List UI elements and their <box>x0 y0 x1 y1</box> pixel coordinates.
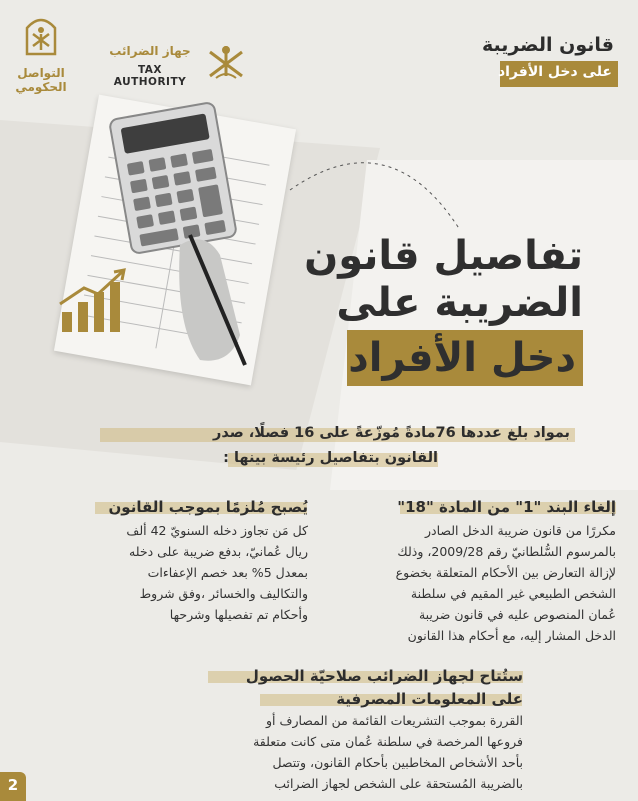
growth-chart-icon <box>58 268 130 334</box>
gov-logo-line1: التواصل <box>17 66 65 80</box>
tax-authority-emblem-icon <box>206 42 246 82</box>
right-line-5: عُمان المنصوص عليه في قانون ضريبة <box>418 607 616 622</box>
tax-authority-name-en: TAX AUTHORITY <box>113 64 187 88</box>
bottom-line-2: فروعها المرخصة في سلطنة عُمان متى كانت متعلقة <box>253 734 523 749</box>
series-title: قانون الضريبة <box>481 34 614 56</box>
bottom-section-heading-2: على المعلومات المصرفية <box>336 690 523 708</box>
left-line-3: بمعدل 5% بعد خصم الإعفاءات <box>147 565 308 580</box>
intro-line1: بمواد بلغ عددها 76مادةً مُوزّعةً على 16 فصلًا، صدر <box>212 425 570 441</box>
page-number: 2 <box>7 776 19 794</box>
main-title-line1: تفاصيل قانون <box>304 233 583 279</box>
right-section-heading: إلغاء البند "1" من المادة "18" <box>397 498 616 516</box>
bottom-line-4: بالضريبة المُستحقة على الشخص لجهاز الضرائب <box>274 776 523 791</box>
left-section-heading: يُصبح مُلزمًا بموجب القانون <box>108 498 308 516</box>
right-section-body <box>336 520 616 646</box>
intro-line2: القانون بتفاصيل رئيسة بينها : <box>223 450 438 466</box>
tax-authority-logo <box>100 42 250 87</box>
tax-authority-name-ar: جهاز الضرائب <box>109 44 191 58</box>
right-line-4: الشخص الطبيعي غير المقيم في سلطنة <box>410 586 616 601</box>
left-line-2: ريال عُمانيّ، بدفع ضريبة على دخله <box>129 544 308 559</box>
right-line-6: الدخل المشار إليه، مع أحكام هذا القانون <box>407 628 616 643</box>
gov-logo-line2: الحكومي <box>15 80 67 94</box>
gov-communication-logo <box>12 10 70 94</box>
right-line-1: مكررًا من قانون ضريبة الدخل الصادر <box>424 523 616 538</box>
right-line-2: بالمرسوم السُّلطانيّ رقم 2009/28، وذلك <box>397 544 616 559</box>
hand-with-pen-illustration <box>160 225 260 375</box>
bottom-line-3: بأحد الأشخاص المخاطبين بأحكام القانون، وتتصل <box>272 755 523 770</box>
left-section-body <box>38 520 308 625</box>
left-line-4: والتكاليف والخسائر ،وفق شروط <box>139 586 308 601</box>
right-line-3: لإزالة التعارض بين الأحكام المتعلقة بخضوع <box>395 565 616 580</box>
bottom-line-1: القررة بموجب التشريعات القائمة من المصارف أو <box>266 713 523 728</box>
series-subtitle: على دخل الأفراد <box>497 64 612 80</box>
main-title-line2: الضريبة على <box>336 280 583 326</box>
left-line-5: وأحكام تم تفصيلها وشرحها <box>169 607 308 622</box>
left-line-1: كل مَن تجاوز دخله السنويّ 42 ألف <box>126 523 308 538</box>
bottom-section-heading-1: ستُتاح لجهاز الضرائب صلاحيّة الحصول <box>245 667 523 685</box>
main-title-line3: دخل الأفراد <box>348 335 576 381</box>
bottom-section-body <box>103 710 523 794</box>
gov-emblem-icon <box>21 10 61 58</box>
